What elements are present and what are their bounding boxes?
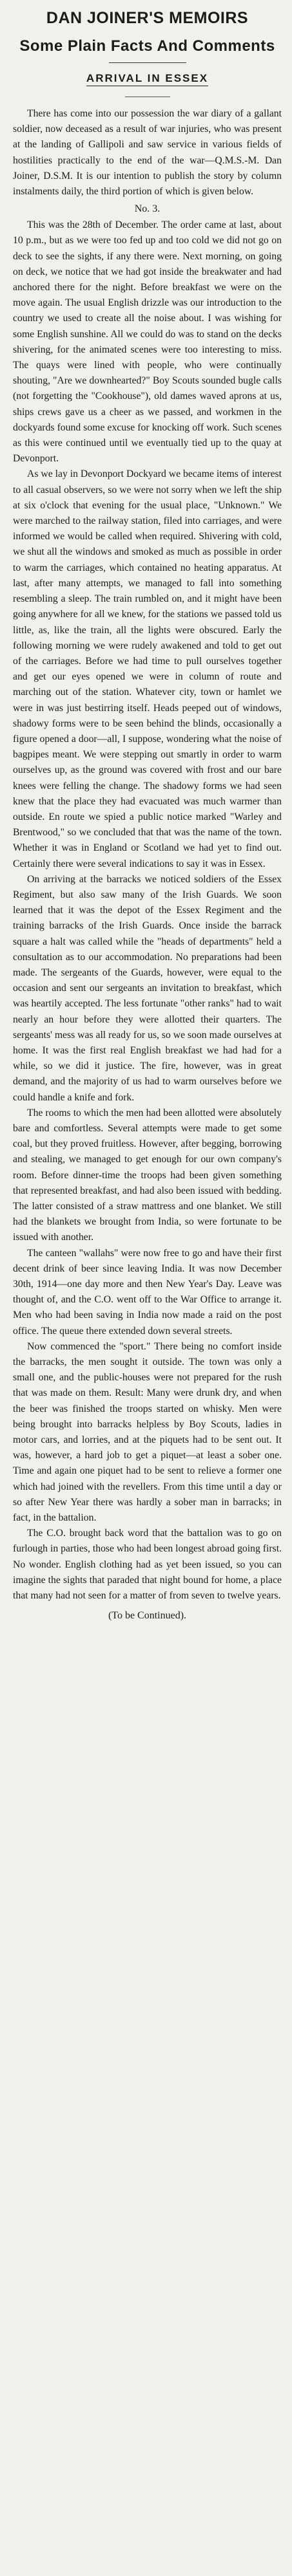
- body-paragraph: The C.O. brought back word that the battalion was to go on furlough in parties, those who had been longest abroad going first. No wonder. English clothing had as yet been issued, so you can imagine the sights that paraded that night bound for home, a place that many had not seen for a matter of from seven to twelve years.: [13, 1528, 282, 1602]
- part-label: No. 3.: [134, 203, 161, 215]
- intro-paragraph: There has come into our possession the war diary of a gallant soldier, now deceased as a result of war injuries, who was present at the landing of Gallipoli and saw service in various fields of hostilities practically to the end of the war—Q.M.S.-M. Dan Joiner, D.S.M. It is our intention to publish the story by column instalments daily, the third portion of which is given below.: [13, 108, 282, 198]
- body-paragraph: On arriving at the barracks we noticed soldiers of the Essex Regiment, but also saw many of the Irish Guards. We soon learned that it was the depot of the Essex Regiment and the training barracks of the Irish Guards. Once inside the barrack square a halt was called while the "heads of departments" held a consultation as to our accommodation. No preparations had been made. The sergeants of the Guards, however, were equal to the occasion and sent our sergeants an invitation to breakfast, which was heartily accepted. The less fortunate "other ranks" had to wait nearly an hour before they were allotted their quarters. The sergeants' mess was all ready for us, so we soon made ourselves at home. It was the first real English breakfast we had had for a while, so we did it justice. The fire, however, was in great demand, and the majority of us had to warm ourselves before we could handle a knife and fork.: [13, 873, 282, 1103]
- article-subtitle: Some Plain Facts And Comments: [19, 37, 275, 55]
- section-heading-text: ARRIVAL IN ESSEX: [86, 72, 208, 86]
- body-paragraph: The rooms to which the men had been allotted were absolutely bare and comfortless. Several attempts were made to get some coal, but they proved fruitless. However, after begging, borrowing and stealing, we managed to get enough for our own company's room. Before dinner-time the troops had been given something that represented breakfast, and had also been issued with bedding. The latter consisted of a straw mattress and one blanket. We still had the blankets we brought from India, so were fortunate to be issued with another.: [13, 1107, 282, 1243]
- body-paragraph: Now commenced the "sport." There being no comfort inside the barracks, the men sought it outside. The town was only a small one, and the public-houses were not prepared for the rush that was made on them. Result: Many were drunk dry, and when the beer was finished the troops started on whisky. Men were being brought into barracks helpless by Boy Scouts, ladies in motor cars, and lorries, and at the piquets had to be sent out. It was, however, a hard job to get a piquet—at least a sober one. Time and again one piquet had to be sent to relieve a former one which had joined with the revellers. From this time until a day or so after New Year there was hardly a sober man in barracks; in fact, in the battalion.: [13, 1340, 282, 1524]
- divider: [109, 62, 186, 63]
- body-paragraph: The canteen "wallahs" were now free to go and have their first decent drink of beer since leaving India. It was now December 30th, 1914—one day more and then New Year's Day. Leave was thought of, and the C.O. went off to the War Office to arrange it. Men who had been saving in India now made a raid on the post office. The queue there extended down several streets.: [13, 1247, 282, 1337]
- article-body: [13, 218, 282, 1604]
- article-title: DAN JOINER'S MEMOIRS: [46, 9, 249, 27]
- to-be-continued: (To be Continued).: [108, 1610, 187, 1622]
- body-paragraph: This was the 28th of December. The order came at last, about 10 p.m., but as we were too fed up and too cold we did not go on deck to see the sights, if any there were. Next morning, on going on deck, we notice that we had got inside the breakwater and had anchored there for the night. Before breakfast we were on the move again. The usual English drizzle was our introduction to the country we used to create all the noise about. I was wishing for some English sunshine. All we could do was to stand on the decks shivering, for the animated scenes were too interesting to miss. The quays were lined with people, who were continually shouting, "Are we downhearted?" Boy Scouts sounded bugle calls (not forgetting the "Cookhouse"), old dames waved aprons at us, ships crews gave us a cheer as we passed, and workmen in the dockyards found some excuse for knocking off work. Such scenes as this were continued until we eventually tied up to the quay at Devonport.: [13, 219, 282, 465]
- body-paragraph: As we lay in Devonport Dockyard we became items of interest to all casual observers, so we were not sorry when we left the ship at six o'clock that evening for the usual place, "Unknown." We were marched to the railway station, filed into carriages, and were informed we would be called when required. Shivering with cold, we shut all the windows and smoked as much as possible in order to warm the carriages, which contained no heating apparatus. At last, after many attempts, we managed to fall into something resembling a sleep. The train rumbled on, and it might have been going anywhere for all we knew, for the stations we passed told us little, as, like the train, all the lights were obscured. Early the following morning we were rudely awakened and told to get out of the carriages. Before we had time to pull ourselves together and get our eyes opened we were in column of route and marching out of the station. Whatever city, town or hamlet we were in was just bestirring itself. Heads peeped out of windows, shadowy forms were to be seen behind the blinds, occasionally a figure opened a door—all, I suppose, wondering what the noise of bagpipes meant. We were stepping out smartly in order to warm ourselves up, as the ground was covered with frost and our bare knees were felling the change. The shadowy forms we had seen knew that the place they had evacuated was much warmer than outside. En route we spied a public notice marked "Warley and Brentwood," so we concluded that that was the name of the town. Whether it was in England or Scotland we had yet to find out. Certainly there were several indications to say it was in Essex.: [13, 468, 282, 869]
- section-heading: [13, 72, 282, 85]
